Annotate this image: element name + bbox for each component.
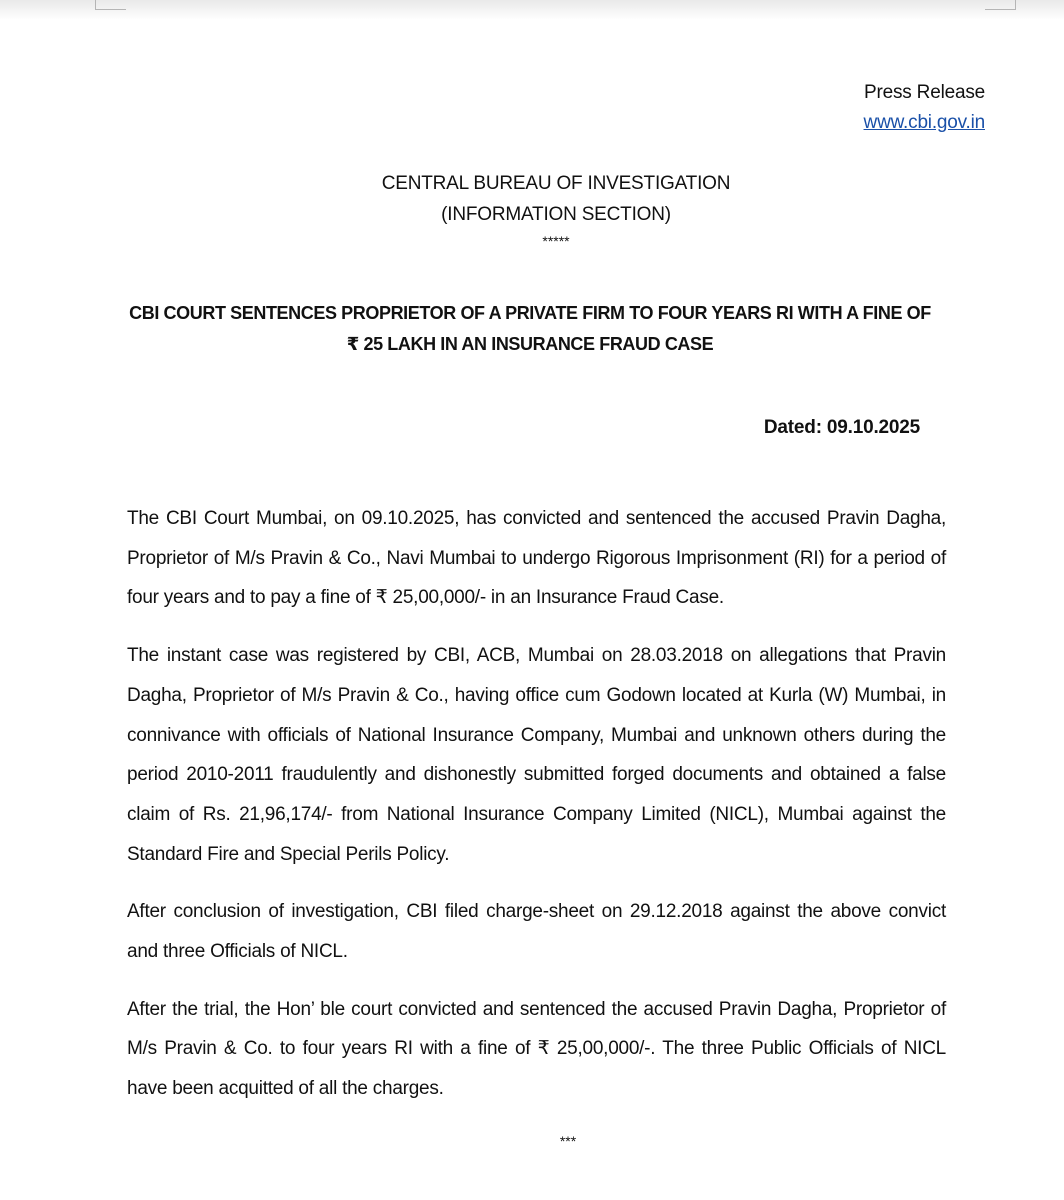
body-paragraph-3: After conclusion of investigation, CBI filed charge-sheet on 29.12.2018 against the above convict and three Officials of NICL. xyxy=(127,901,946,963)
margin-corner-mark-right xyxy=(985,0,1016,10)
press-release-body xyxy=(127,499,946,1127)
separator-stars: ***** xyxy=(542,233,570,249)
body-paragraph-2: The instant case was registered by CBI, ACB, Mumbai on 28.03.2018 on allegations that Pravin Dagha, Proprietor of M/s Pravin & Co., having office cum Godown located at Kurla (W) Mumbai, in connivance with officials of National Insurance Company, Mumbai and unknown others during the period 2010-2011 fraudulently and dishonestly submitted forged documents and obtained a false claim of Rs. 21,96,174/- from National Insurance Company Limited (NICL), Mumbai against the Standard Fire and Special Perils Policy. xyxy=(127,645,946,865)
website-link[interactable]: www.cbi.gov.in xyxy=(863,112,985,133)
agency-block xyxy=(0,168,1064,230)
agency-name: CENTRAL BUREAU OF INVESTIGATION xyxy=(381,173,731,194)
body-paragraph-1: The CBI Court Mumbai, on 09.10.2025, has convicted and sentenced the accused Pravin Dagha, Proprietor of M/s Pravin & Co., Navi Mumbai to undergo Rigorous Imprisonment (RI) for a period of four years and to pay a fine of ₹ 25,00,000/- in an Insurance Fraud Case. xyxy=(127,508,946,609)
press-release-headline xyxy=(105,298,955,360)
page-top-shadow xyxy=(0,0,1064,20)
press-release-label: Press Release xyxy=(864,82,985,103)
body-paragraph-4: After the trial, the Hon’ ble court convicted and sentenced the accused Pravin Dagha, Proprietor of M/s Pravin & Co. to four years RI with a fine of ₹ 25,00,000/-. The three Public Officials of NICL have been acquitted of all the charges. xyxy=(127,998,946,1100)
headline-line-2: ₹ 25 LAKH IN AN INSURANCE FRAUD CASE xyxy=(346,334,714,354)
press-release-header xyxy=(864,78,985,138)
release-date: Dated: 09.10.2025 xyxy=(763,417,920,438)
margin-corner-mark-left xyxy=(95,0,126,10)
closing-stars: *** xyxy=(559,1133,577,1149)
agency-section: (INFORMATION SECTION) xyxy=(441,204,671,225)
headline-line-1: CBI COURT SENTENCES PROPRIETOR OF A PRIVATE FIRM TO FOUR YEARS RI WITH A FINE OF xyxy=(129,303,931,323)
